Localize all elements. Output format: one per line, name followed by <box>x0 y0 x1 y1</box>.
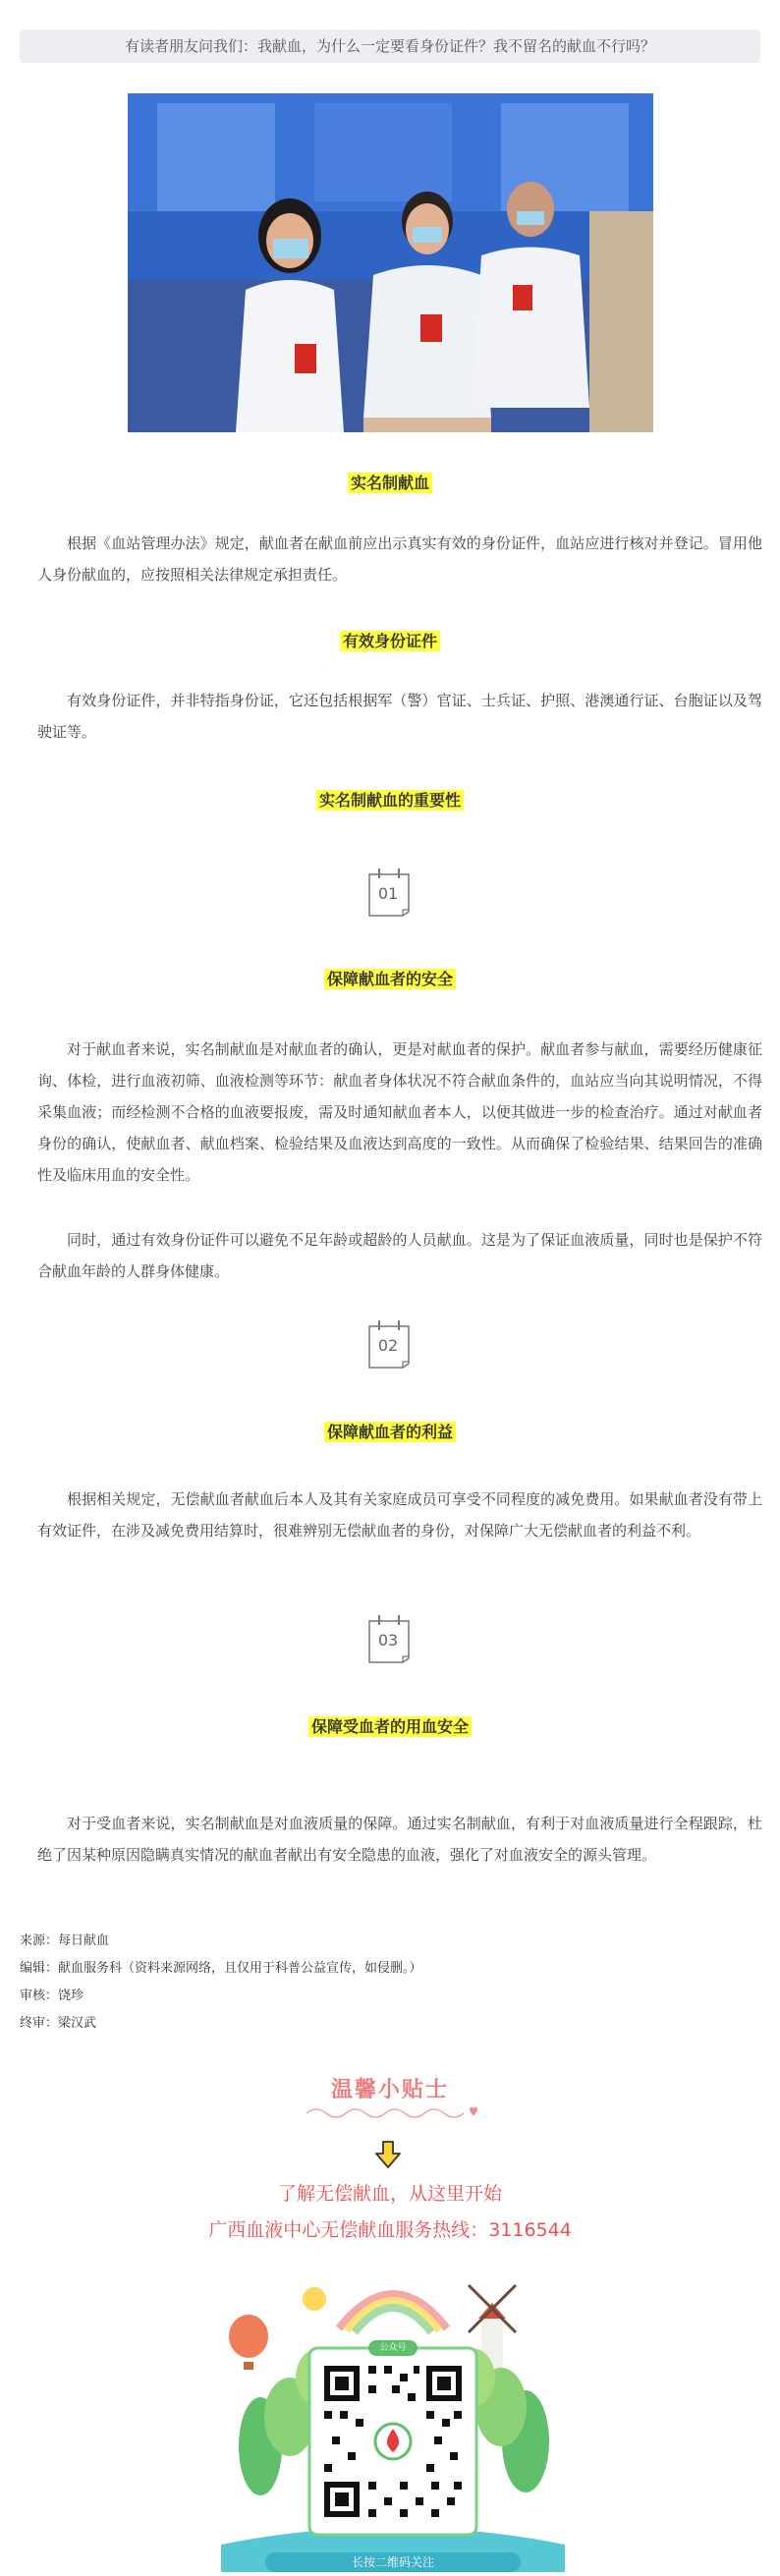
credit-final-reviewer: 终审：梁汉武 <box>20 2016 97 2031</box>
credit-source: 来源：每日献血 <box>20 1933 110 1948</box>
section-title-importance: 实名制献血的重要性 <box>0 791 780 811</box>
qr-illustration <box>221 2260 565 2572</box>
section-title-real-name: 实名制献血 <box>0 474 780 493</box>
intro-banner: 有读者朋友问我们：我献血，为什么一定要看身份证件？我不留名的献血不行吗？ <box>20 29 760 63</box>
paragraph-donor-safety-2: 同时，通过有效身份证件可以避免不足年龄或超龄的人员献血。这是为了保证血液质量，同时也是保护不符合献血年龄的人群身体健康。 <box>37 1231 762 1280</box>
tip-title: 温馨小贴士 <box>330 2078 449 2102</box>
paragraph-donor-benefit: 根据相关规定，无偿献血者献血后本人及其有关家庭成员可享受不同程度的减免费用。如果献血者没有带上有效证件，在涉及减免费用结算时，很难辨别无偿献血者的身份，对保障广大无偿献血者的利益不利。 <box>37 1490 762 1540</box>
staff-photo <box>128 93 653 432</box>
official-account-badge: 公众号 <box>379 2343 407 2353</box>
section-title-valid-id: 有效身份证件 <box>0 632 780 651</box>
paragraph-recipient-safety: 对于受血者来说，实名制献血是对血液质量的保障。通过实名制献血，有利于对血液质量进行全程跟踪，杜绝了因某种原因隐瞒真实情况的献血者献出有安全隐患的血液，强化了对血液安全的源头管理。 <box>37 1815 762 1864</box>
wavy-divider <box>305 2105 481 2121</box>
point-title-recipient-safety: 保障受血者的用血安全 <box>0 1717 780 1737</box>
point-title-donor-benefit: 保障献血者的利益 <box>0 1423 780 1442</box>
number-badge-01: 01 <box>365 865 413 918</box>
tip-line-intro: 了解无偿献血，从这里开始 <box>277 2183 502 2205</box>
arrow-down-icon <box>373 2140 403 2169</box>
qr-caption: 长按二维码关注 <box>351 2555 434 2569</box>
paragraph-real-name: 根据《血站管理办法》规定，献血者在献血前应出示真实有效的身份证件，血站应进行核对并登记。冒用他人身份献血的，应按照相关法律规定承担责任。 <box>37 534 762 584</box>
point-title-donor-safety: 保障献血者的安全 <box>0 970 780 989</box>
credit-editor: 编辑：献血服务科（资料来源网络，且仅用于科普公益宣传，如侵删。） <box>20 1961 422 1976</box>
number-badge-02: 02 <box>365 1316 413 1370</box>
paragraph-donor-safety-1: 对于献血者来说，实名制献血是对献血者的确认，更是对献血者的保护。献血者参与献血，需要经历健康征询、体检，进行血液初筛、血液检测等环节：献血者身体状况不符合献血条件的，血站应当向其说明情况，不得采集血液；而经检测不合格的血液要报废，需及时通知献血者本人，以便其做进一步的检查治疗。通过对献血者身份的确认，使献血者、献血档案、检验结果及血液达到高度的一致性。从而确保了检验结果、结果回告的准确性及临床用血的安全性。 <box>37 1040 762 1184</box>
paragraph-valid-id: 有效身份证件，并非特指身份证，它还包括根据军（警）官证、士兵证、护照、港澳通行证、台胞证以及驾驶证等。 <box>37 692 762 741</box>
tip-line-hotline: 广西血液中心无偿献血服务热线：3116544 <box>208 2219 572 2241</box>
credit-reviewer: 审核：饶珍 <box>20 1988 84 2003</box>
number-badge-03: 03 <box>365 1611 413 1664</box>
